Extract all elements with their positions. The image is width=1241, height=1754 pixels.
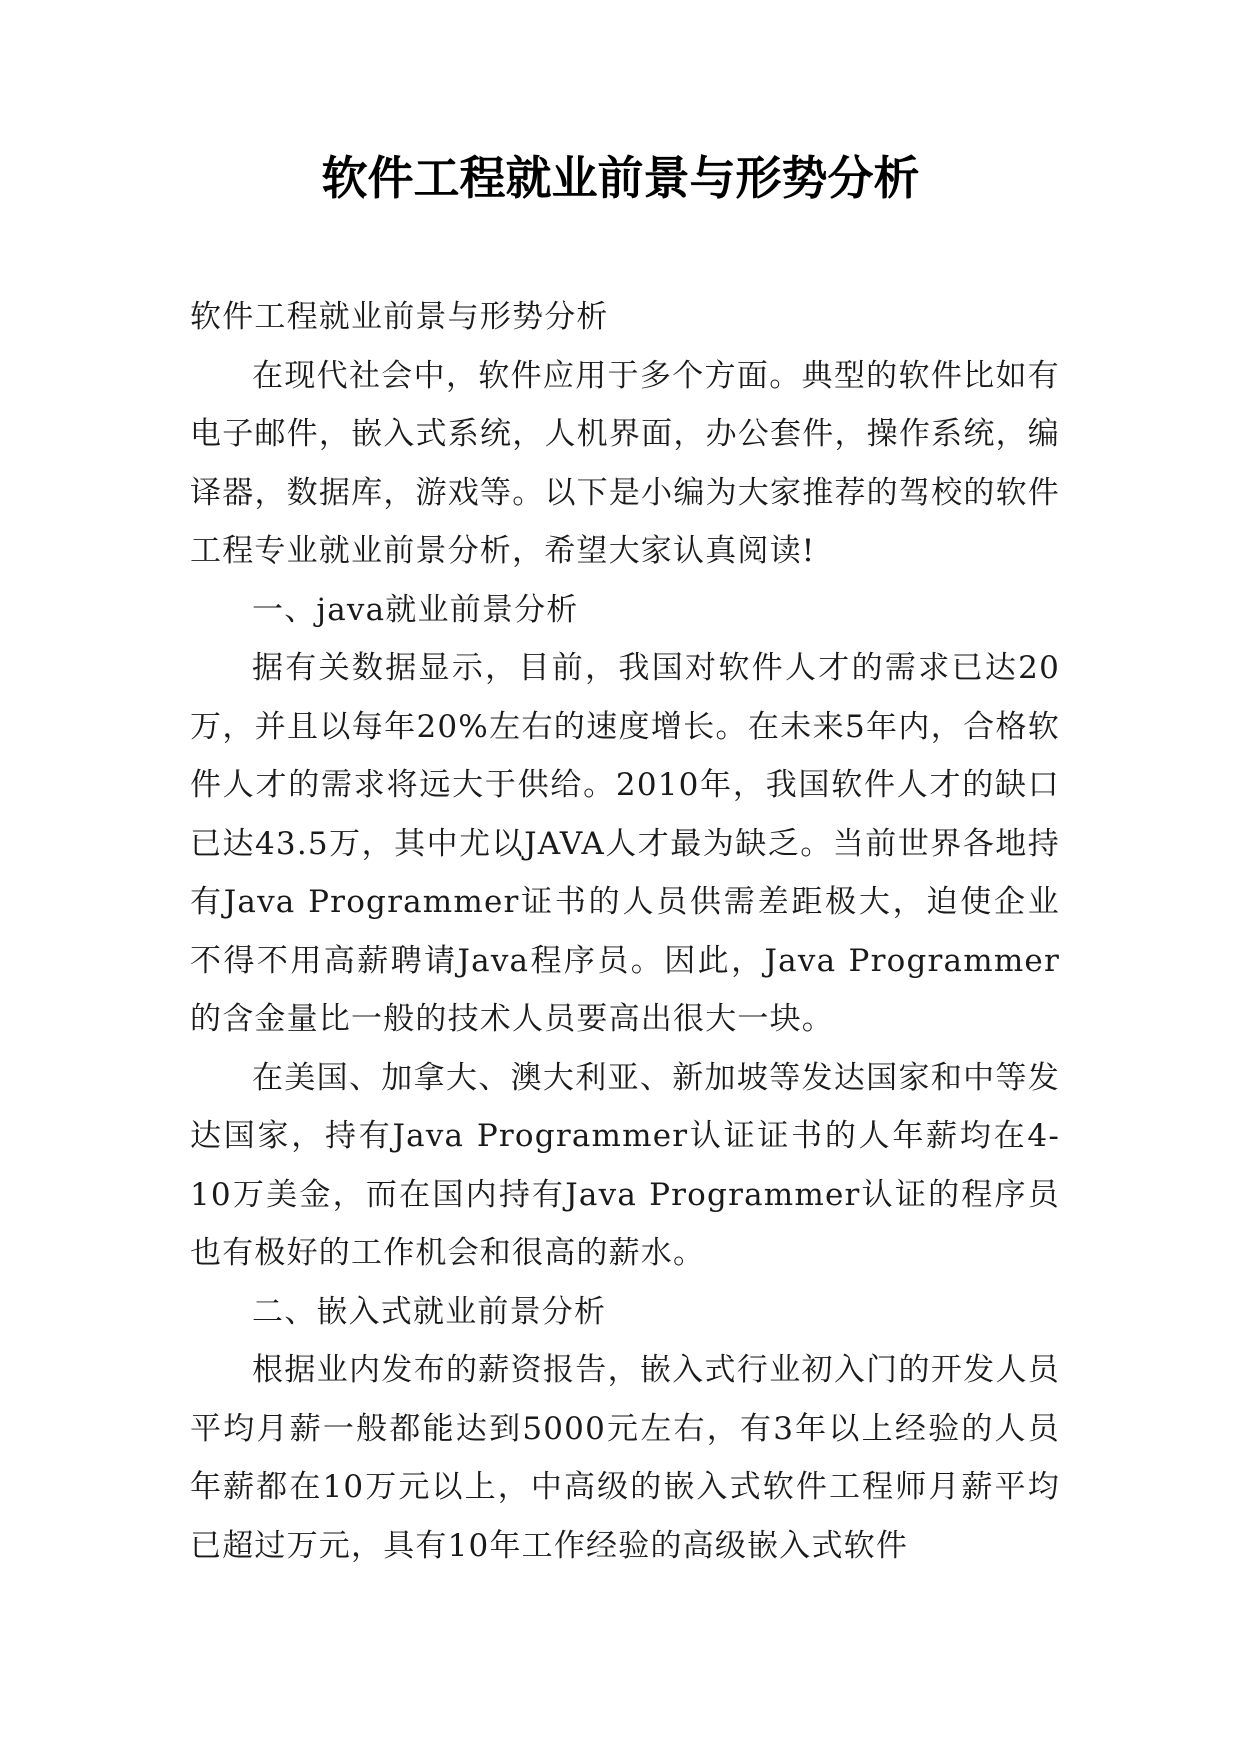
document-body (190, 288, 1060, 1575)
paragraph: 二、嵌入式就业前景分析 (252, 1293, 607, 1330)
paragraph: 在现代社会中，软件应用于多个方面。典型的软件比如有电子邮件，嵌入式系统，人机界面，办公套件，操作系统，编译器，数据库，游戏等。以下是小编为大家推荐的驾校的软件工程专业就业前景分析，希望大家认真阅读! (190, 357, 1060, 569)
paragraph: 据有关数据显示，目前，我国对软件人才的需求已达20万，并且以每年20%左右的速度增长。在未来5年内，合格软件人才的需求将远大于供给。2010年，我国软件人才的缺口已达43.5万，其中尤以JAVA人才最为缺乏。当前世界各地持有Java Programmer证书的人员供需差距极大，迫使企业不得不用高薪聘请Java程序员。因此，Java Programmer的含金量比一般的技术人员要高出很大一块。 (190, 650, 1060, 1037)
paragraph: 在美国、加拿大、澳大利亚、新加坡等发达国家和中等发达国家，持有Java Programmer认证证书的人年薪均在4-10万美金，而在国内持有Java Programmer认证的程序员也有极好的工作机会和很高的薪水。 (190, 1059, 1060, 1271)
document-title: 软件工程就业前景与形势分析 (321, 151, 920, 205)
document-subtitle: 软件工程就业前景与形势分析 (190, 299, 609, 335)
paragraph: 一、java就业前景分析 (252, 591, 579, 628)
paragraph: 根据业内发布的薪资报告，嵌入式行业初入门的开发人员平均月薪一般都能达到5000元左右，有3年以上经验的人员年薪都在10万元以上，中高级的嵌入式软件工程师月薪平均已超过万元，具有10年工作经验的高级嵌入式软件 (190, 1352, 1060, 1564)
